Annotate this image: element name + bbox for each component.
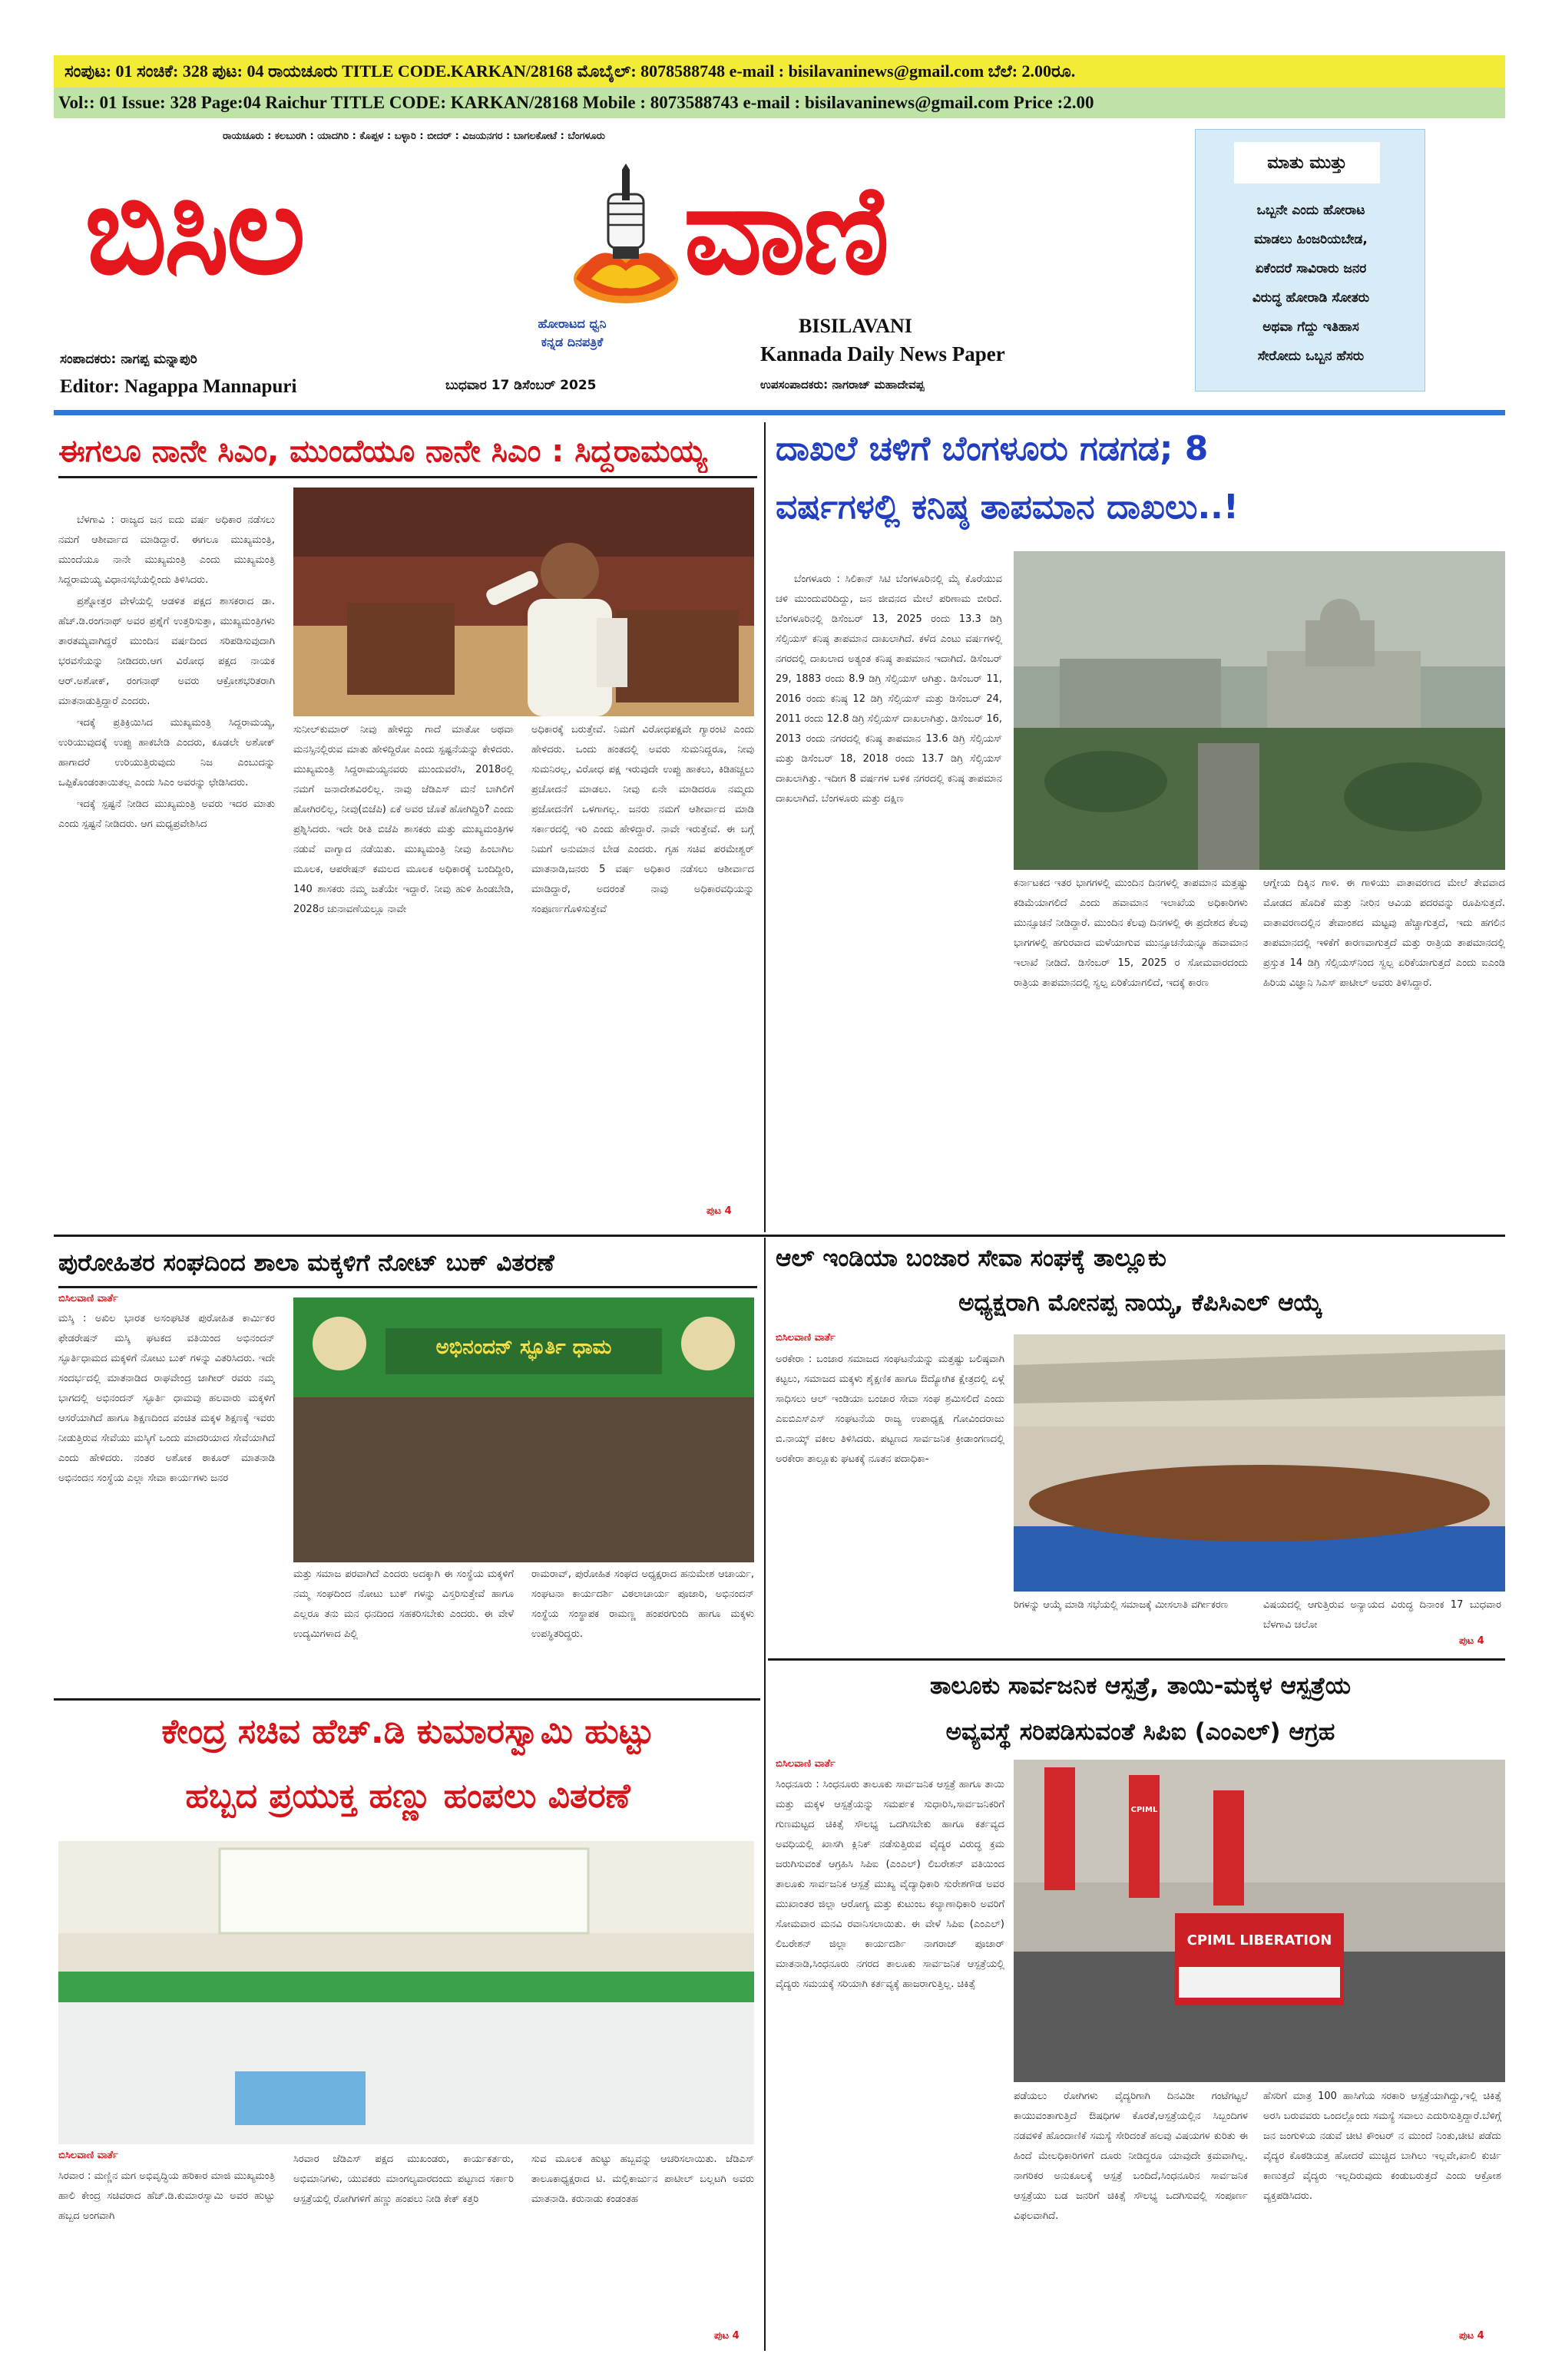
article2-column-2 <box>1014 874 1248 1231</box>
article5-headline-line-1: ತಾಲೂಕು ಸಾರ್ವಜನಿಕ ಆಸ್ಪತ್ರೆ, ತಾಯಿ-ಮಕ್ಕಳ ಆಸ್ಪತ್ರೆಯ <box>930 1672 1351 1700</box>
article5-photo <box>1014 1760 1505 2082</box>
article3-column-3 <box>531 1565 754 1697</box>
article4-paragraph: ವಿಷಯದಲ್ಲಿ ಆಗುತ್ತಿರುವ ಅನ್ಯಾಯದ ವಿರುದ್ಧ ದಿನಾಂಕ 17 ಬುಧವಾರ ಬೆಳಗಾವಿ ಚಲೋ <box>1263 1599 1501 1631</box>
quote-line: ಸೇರೋದು ಒಬ್ಬನ ಹೆಸರು <box>1257 349 1365 364</box>
article2-headline-line-1: ದಾಖಲೆ ಚಳಿಗೆ ಬೆಂಗಳೂರು ಗಡಗಡ; 8 <box>776 429 1209 468</box>
vidhana-soudha-fog-photo <box>1014 551 1505 870</box>
quote-box <box>1195 129 1425 392</box>
article2-headline-line-2: ವರ್ಷಗಳಲ್ಲಿ ಕನಿಷ್ಠ ತಾಪಮಾನ ದಾಖಲು..! <box>776 488 1239 527</box>
logo-text-right: ವಾಣಿ <box>683 158 887 302</box>
quote-box-body <box>1206 196 1415 371</box>
article4-byline: ಬಿಸಿಲವಾಣಿ ವಾರ್ತೆ <box>776 1332 836 1344</box>
article5-column-2 <box>1014 2087 1248 2348</box>
article3-headline: ಪುರೋಹಿತರ ಸಂಘದಿಂದ ಶಾಲಾ ಮಕ್ಕಳಿಗೆ ನೋಟ್ ಬುಕ್ ವಿತರಣೆ <box>58 1249 554 1277</box>
article5-column-1 <box>776 1775 1004 2347</box>
article3-photo <box>293 1297 754 1562</box>
article1-paragraph: ಸುನೀಲ್‌ಕುಮಾರ್ ನೀವು ಹೇಳಿದ್ದು ಗಾದೆ ಮಾತೋ ಅಥವಾ ಮನಸ್ಸಿನಲ್ಲಿರುವ ಮಾತು ಹೇಳಿದ್ದಿರೋ ಎಂದು ಸ್ಪಷ್ಟನೆಯನ್ನು ಕೇಳಿದರು. ಮುಖ್ಯಮಂತ್ರಿ ಸಿದ್ದರಾಮಯ್ಯನವರು ಮುಂದುವರೆಸಿ, 2018ರಲ್ಲಿ ನಮಗೆ ಜನಾದೇಶವಿರಲಿಲ್ಲ. ನಾವು ಜೆಡಿಎಸ್ ಮನೆ ಬಾಗಿಲಿಗೆ ಹೋಗಿರಲಿಲ್ಲ, ನೀವು(ಬಿಜೆಪಿ) ಏಕೆ ಅವರ ಜೊತೆ ಹೋಗಿದ್ದಿರಿ? ಎಂದು ಪ್ರಶ್ನಿಸಿದರು. ಇದೇ ರೀತಿ ಬಿಜೆಪಿ ಶಾಸಕರು ಮತ್ತು ಮುಖ್ಯಮಂತ್ರಿಗಳ ನಡುವೆ ವಾಗ್ವಾದ ನಡೆಯಿತು. ಮುಖ್ಯಮಂತ್ರಿ ನೀವು ಹಿಂಬಾಗಿಲ ಮೂಲಕ, ಆಪರೇಷನ್ ಕಮಲದ ಮೂಲಕ ಅಧಿಕಾರಕ್ಕೆ ಬಂದಿದ್ದೀರಿ, 140 ಶಾಸಕರು ನಮ್ಮ ಜತೆಯೇ ಇದ್ದಾರೆ. ನೀವು ಹುಳಿ ಹಿಂಡಬೇಡಿ, 2028ರ ಚುನಾವಣೆಯಲ್ಲೂ ನಾವೇ <box>293 724 514 915</box>
article2-column-3 <box>1263 874 1505 1231</box>
article4-paragraph: ಅರಕೇರಾ : ಬಂಜಾರ ಸಮಾಜದ ಸಂಘಟನೆಯನ್ನು ಮತ್ತಷ್ಟು ಬಲಿಷ್ಠವಾಗಿ ಕಟ್ಟಲು, ಸಮಾಜದ ಮಕ್ಕಳು ಶೈಕ್ಷಣಿಕ ಹಾಗೂ ಔದ್ಯೋಗಿಕ ಕ್ಷೇತ್ರದಲ್ಲಿ ಏಳ್ಗೆ ಸಾಧಿಸಲು ಆಲ್ ಇಂಡಿಯಾ ಬಂಜಾರ ಸೇವಾ ಸಂಘ ಶ್ರಮಿಸಲಿದೆ ಎಂದು ಎಐಬಿಎಸ್‌ಎಸ್ ಸಂಘಟನೆಯ ರಾಜ್ಯ ಉಪಾಧ್ಯಕ್ಷ ಗೋವಿಂದರಾಜು ಬಿ.ನಾಯ್ಕ್ ವಕೀಲ ತಿಳಿಸಿದರು. ಪಟ್ಟಣದ ಸಾರ್ವಜನಿಕ ಕ್ರೀಡಾಂಗಣದಲ್ಲಿ ಅರಕೇರಾ ತಾಲ್ಲೂಕು ಘಟಕಕ್ಕೆ ನೂತನ ಪದಾಧಿಕಾ- <box>776 1354 1004 1465</box>
article5-photo-flag: CPIML <box>1130 1806 1158 1814</box>
newspaper-name-english: BISILAVANI <box>799 315 912 337</box>
article5-headline-line-2: ಅವ್ಯವಸ್ಥೆ ಸರಿಪಡಿಸುವಂತೆ ಸಿಪಿಐ (ಎಂಎಲ್) ಆಗ್ರಹ <box>945 1718 1335 1746</box>
article6-headline-line-1: ಕೇಂದ್ರ ಸಚಿವ ಹೆಚ್.ಡಿ ಕುಮಾರಸ್ವಾಮಿ ಹುಟ್ಟು <box>161 1712 654 1751</box>
article1-continued: ಪುಟ 4 <box>706 1205 732 1217</box>
info-strip-kannada-text: ಸಂಪುಟ: 01 ಸಂಚಿಕೆ: 328 ಪುಟ: 04 ರಾಯಚೂರು TITLE CODE.KARKAN/28168 ಮೊಬೈಲ್: 8078588748 e-mail : bisilavaninews@gmail.com ಬೆಲೆ: 2.00ರೂ. <box>65 61 1076 81</box>
logo-text-left: ಬಿಸಿಲ <box>84 158 303 302</box>
article1-photo <box>293 488 754 716</box>
article4-headline-line-2: ಅಧ್ಯಕ್ಷರಾಗಿ ಮೋನಪ್ಪ ನಾಯ್ಕ, ಕೆಪಿಸಿಎಲ್ ಆಯ್ಕೆ <box>958 1289 1322 1317</box>
article3-photo-banner: ಅಭಿನಂದನ್ ಸ್ಫೂರ್ತಿ ಧಾಮ <box>435 1336 612 1359</box>
quote-line: ಒಬ್ಬನೇ ಎಂದು ಹೋರಾಟ <box>1256 203 1365 218</box>
article6-photo <box>58 1841 754 2144</box>
subeditor-kannada: ಉಪಸಂಪಾದಕರು: ನಾಗರಾಜ್ ಮಹಾದೇವಪ್ಪ <box>760 378 925 392</box>
section-divider <box>54 1698 760 1701</box>
article5-paragraph: ಪಡೆಯಲು ರೋಗಿಗಳು ವೈದ್ಯರಿಗಾಗಿ ದಿನವಿಡೀ ಗಂಟೆಗಟ್ಟಲೆ ಕಾಯುವಂತಾಗುತ್ತಿದೆ ಔಷಧಿಗಳ ಕೊರತೆ,ಆಸ್ಪತ್ರೆಯಲ್ಲಿನ ಸಿಬ್ಬಂದಿಗಳ ನಡವಳಿಕೆ ಹೊಂದಾಣಿಕೆ ಸಮಸ್ಯೆ ಸೇರಿದಂತೆ ಹಲವು ವಿಷಯಗಳ ಕುರಿತು ಈ ಹಿಂದೆ ಮೇಲಧಿಕಾರಿಗಳಿಗೆ ದೂರು ನೀಡಿದ್ದರೂ ಯಾವುದೇ ಕ್ರಮವಾಗಿಲ್ಲ. ನಾಗರಿಕರ ಅನುಕೂಲಕ್ಕೆ ಆಸ್ಪತ್ರೆ ಬಂದಿದೆ,ಸಿಂಧನೂರಿನ ಸಾರ್ವಜನಿಕ ಆಸ್ಪತ್ರೆಯು ಬಡ ಜನರಿಗೆ ಚಿಕಿತ್ಸೆ ಸೌಲಭ್ಯ ಒದಗಿಸುವಲ್ಲಿ ಸಂಪೂರ್ಣ ವಿಫಲವಾಗಿದೆ. <box>1014 2091 1248 2222</box>
cpiml-protest-photo <box>1014 1760 1505 2082</box>
coverage-cities: ರಾಯಚೂರು : ಕಲಬುರಗಿ : ಯಾದಗಿರಿ : ಕೊಪ್ಪಳ : ಬಳ್ಳಾರಿ : ಬೀದರ್ : ವಿಜಯನಗರ : ಬಾಗಲಕೋಟೆ : ಬೆಂಗಳೂರು <box>223 131 605 142</box>
article1-headline: ಈಗಲೂ ನಾನೇ ಸಿಎಂ, ಮುಂದೆಯೂ ನಾನೇ ಸಿಎಂ : ಸಿದ್ದರಾಮಯ್ಯ <box>58 434 707 469</box>
article5-photo-banner: CPIML LIBERATION <box>1186 1932 1332 1949</box>
banjara-meeting-photo <box>1014 1334 1505 1592</box>
article6-continued: ಪುಟ 4 <box>714 2330 740 2342</box>
article6-paragraph: ಸಿರವಾರ ಜೆಡಿಎಸ್ ಪಕ್ಷದ ಮುಖಂಡರು, ಕಾರ್ಯಕರ್ತರು, ಅಭಿಮಾನಿಗಳು, ಯುವಕರು ಮಾಂಗಲ್ಯವಾರದಂದು ಪಟ್ಟಣದ ಸರ್ಕಾರಿ ಆಸ್ಪತ್ರೆಯಲ್ಲಿ ರೋಗಿಗಳಿಗೆ ಹಣ್ಣು ಹಂಪಲು ನೀಡಿ ಕೇಕ್ ಕತ್ತರಿ <box>293 2154 514 2205</box>
article1-column-3 <box>531 720 754 1200</box>
tagline-line-2: ಕನ್ನಡ ದಿನಪತ್ರಿಕೆ <box>541 335 604 349</box>
editor-english: Editor: Nagappa Mannapuri <box>60 376 297 397</box>
article2-paragraph: ಆಗ್ನೇಯ ದಿಕ್ಕಿನ ಗಾಳಿ. ಈ ಗಾಳಿಯು ವಾತಾವರಣದ ಮೇಲೆ ತೇವವಾದ ಮೋಡದ ಹೊದಿಕೆ ಮತ್ತು ನೀರಿನ ಆವಿಯ ಪದರವನ್ನು ರೂಪಿಸುತ್ತದೆ. ವಾತಾವರಣದಲ್ಲಿನ ತೇವಾಂಶದ ಮಟ್ಟವು ಹೆಚ್ಚಾಗುತ್ತದೆ, ಇದು ಹಗಲಿನ ತಾಪಮಾನದಲ್ಲಿ ಇಳಿಕೆಗೆ ಕಾರಣವಾಗುತ್ತದೆ ಮತ್ತು ರಾತ್ರಿಯ ತಾಪಮಾನದಲ್ಲಿ ಪ್ರಸ್ತುತ 14 ಡಿಗ್ರಿ ಸೆಲ್ಸಿಯಸ್‌ನಿಂದ ಸ್ವಲ್ಪ ಏರಿಕೆಯಾಗುತ್ತದೆ ಎಂದು ಐಎಂಡಿ ಹಿರಿಯ ವಿಜ್ಞಾನಿ ಸಿಎಸ್ ಪಾಟೀಲ್ ಅವರು ತಿಳಿಸಿದ್ದಾರೆ. <box>1263 878 1505 989</box>
article3-paragraph: ಮಸ್ಕಿ : ಅಖಿಲ ಭಾರತ ಅಸಂಘಟಿತ ಪುರೋಹಿತ ಕಾರ್ಮಿಕರ ಫೇಡರೇಷನ್ ಮಸ್ಕಿ ಘಟಕದ ವತಿಯಿಂದ ಅಭಿನಂದನ್ ಸ್ಫೂರ್ತಿಧಾಮದ ಮಕ್ಕಳಿಗೆ ನೋಟು ಬುಕ್ ಗಳನ್ನು ವಿತರಿಸಿದರು. ಇದೇ ಸಂದರ್ಭದಲ್ಲಿ ಮಾತನಾಡಿದ ರಾಘವೇಂದ್ರ ಜಾಗೀರ್ ರವರು ನಮ್ಮ ಭಾಗದಲ್ಲಿ ಅಭಿನಂದನ್ ಸ್ಫೂರ್ತಿ ಧಾಮವು ಹಲವಾರು ಮಕ್ಕಳಿಗೆ ಆಸರೆಯಾಗಿದೆ ಹಾಗೂ ಶಿಕ್ಷಣದಿಂದ ವಂಚಿತ ಮಕ್ಕಳ ಶಿಕ್ಷಣಕ್ಕೆ ಇವರು ನೀಡುತ್ತಿರುವ ಸೇವೆಯು ಮಸ್ಕಿಗೆ ಒಂದು ಮಾದರಿಯಾದ ಸೇವೆಯಾಗಿದೆ ಎಂದು ಹೇಳಿದರು. ನಂತರ ಅಶೋಕ ಠಾಕೂರ್ ಮಾತನಾಡಿ ಅಭಿನಂದನ ಸಂಸ್ಥೆಯ ಎಲ್ಲಾ ಸೇವಾ ಕಾರ್ಯಗಳು ಜನರ <box>58 1313 275 1484</box>
section-divider <box>54 1235 1505 1237</box>
article6-byline: ಬಿಸಿಲವಾಣಿ ವಾರ್ತೆ <box>58 2150 118 2161</box>
article1-paragraph: ಪ್ರಶ್ನೋತ್ತರ ವೇಳೆಯಲ್ಲಿ ಆಡಳಿತ ಪಕ್ಷದ ಶಾಸಕರಾದ ಡಾ. ಹೆಚ್.ಡಿ.ರಂಗನಾಥ್ ಅವರ ಪ್ರಶ್ನೆಗೆ ಉತ್ತರಿಸುತ್ತಾ, ಮುಖ್ಯಮಂತ್ರಿಗಳು ತಾರತಮ್ಯವಾಗಿದ್ದರೆ ಮುಂದಿನ ವರ್ಷದಿಂದ ಸರಿಪಡಿಸುವುದಾಗಿ ಭರವಸೆಯನ್ನು ನೀಡಿದರು.ಆಗ ವಿರೋಧ ಪಕ್ಷದ ನಾಯಕ ಆರ್.ಅಶೋಕ್, ರಂಗನಾಥ್ ಅವರು ಆಕ್ರೋಶಭರಿತರಾಗಿ ಮಾತನಾಡುತ್ತಿದ್ದಾರೆ ಎಂದರು. <box>58 596 275 707</box>
article4-paragraph: ರಿಗಳನ್ನು ಆಯ್ಕೆ ಮಾಡಿ ಸಭೆಯಲ್ಲಿ ಸಮಾಜಕ್ಕೆ ಮೀಸಲಾತಿ ವರ್ಗೀಕರಣ <box>1014 1599 1228 1611</box>
article3-column-1 <box>58 1309 275 1697</box>
article3-paragraph: ರಾಮರಾವ್, ಪುರೋಹಿತ ಸಂಘದ ಅಧ್ಯಕ್ಷರಾದ ಹನುಮೇಶ ಆಚಾರ್ಯ, ಸಂಘಟನಾ ಕಾರ್ಯದರ್ಶಿ ವಿಠಲಾಚಾರ್ಯ ಪೂಜಾರಿ, ಅಭಿನಂದನ್ ಸಂಸ್ಥೆಯ ಸಂಸ್ಥಾಪಕ ರಾಮಣ್ಣ ಹಂಪರಗುಂದಿ ಹಾಗೂ ಮಕ್ಕಳು ಉಪಸ್ಥಿತರಿದ್ದರು. <box>531 1568 754 1640</box>
article4-column-3 <box>1263 1595 1501 1657</box>
article3-headline-rule <box>58 1286 757 1288</box>
article3-paragraph: ಮತ್ತು ಸಮಾಜ ಪರವಾಗಿದೆ ಎಂದರು ಅದಕ್ಕಾಗಿ ಈ ಸಂಸ್ಥೆಯ ಮಕ್ಕಳಿಗೆ ನಮ್ಮ ಸಂಘದಿಂದ ನೋಟು ಬುಕ್ ಗಳನ್ನು ವಿಸ್ತರಿಸುತ್ತೇವೆ ಹಾಗೂ ಎಲ್ಲರೂ ತನು ಮನ ಧನದಿಂದ ಸಹಕರಿಸಬೇಕು ಎಂದರು. ಈ ವೇಳೆ ಉದ್ಯಮಿಗಳಾದ ಪಿಲ್ಲಿ <box>293 1568 514 1640</box>
quote-box-title: ಮಾತು ಮುತ್ತು <box>1234 142 1380 183</box>
article5-column-3 <box>1263 2087 1501 2329</box>
article2-photo <box>1014 551 1505 870</box>
article5-continued: ಪುಟ 4 <box>1459 2330 1484 2342</box>
article6-column-2 <box>293 2150 514 2347</box>
fist-pen-flame-icon <box>568 164 683 309</box>
article4-headline-line-1: ಆಲ್ ಇಂಡಿಯಾ ಬಂಜಾರ ಸೇವಾ ಸಂಘಕ್ಕೆ ತಾಲ್ಲೂಕು <box>776 1245 1166 1272</box>
article1-paragraph: ಇದಕ್ಕೆ ಸ್ಪಷ್ಟನೆ ನೀಡಿದ ಮುಖ್ಯಮಂತ್ರಿ ಅವರು ಇದರ ಮಾತು ಎಂದು ಸ್ಪಷ್ಟನೆ ನೀಡಿದರು. ಆಗ ಮಧ್ಯಪ್ರವೇಶಿಸಿದ <box>58 798 275 830</box>
quote-line: ಮಾಡಲು ಹಿಂಜರಿಯಬೇಡ, <box>1254 232 1368 247</box>
article6-paragraph: ಸಿರವಾರ : ಮಣ್ಣಿನ ಮಗ ಅಭಿವೃದ್ಧಿಯ ಹರಿಕಾರ ಮಾಜಿ ಮುಖ್ಯಮಂತ್ರಿ ಹಾಲಿ ಕೇಂದ್ರ ಸಚಿವರಾದ ಹೆಚ್.ಡಿ.ಕುಮಾರಸ್ವಾಮಿ ಅವರ ಹುಟ್ಟು ಹಬ್ಬದ ಅಂಗವಾಗಿ <box>58 2170 275 2222</box>
masthead-info-strip-kannada <box>54 55 1505 88</box>
article6-paragraph: ಸುವ ಮೂಲಕ ಹುಟ್ಟು ಹಬ್ಬವನ್ನು ಆಚರಿಸಲಾಯಿತು. ಜೆಡಿಎಸ್ ತಾಲೂಕಾಧ್ಯಕ್ಷರಾದ ಟಿ. ಮಲ್ಲಿಕಾರ್ಜುನ ಪಾಟೀಲ್ ಬಲ್ಲಟಗಿ ಅವರು ಮಾತನಾಡಿ. ಕರುನಾಡು ಕಂಡಂತಹ <box>531 2154 754 2205</box>
article5-paragraph: ಸಿಂಧನೂರು : ಸಿಂಧನೂರು ತಾಲೂಕು ಸಾರ್ವಜನಿಕ ಆಸ್ಪತ್ರೆ ಹಾಗೂ ತಾಯಿ ಮತ್ತು ಮಕ್ಕಳ ಆಸ್ಪತ್ರೆಯನ್ನು ಸಮರ್ಪಕ ಸುಧಾರಿಸಿ,ಸಾರ್ವಜನಿಕರಿಗೆ ಗುಣಮಟ್ಟದ ಚಿಕಿತ್ಸೆ ಸೌಲಭ್ಯ ಒದಗಿಸಬೇಕು ಹಾಗೂ ಕರ್ತವ್ಯದ ಅವಧಿಯಲ್ಲಿ ಖಾಸಗಿ ಕ್ಲಿನಿಕ್ ನಡೆಸುತ್ತಿರುವ ವೈದ್ಯರ ವಿರುದ್ಧ ಕ್ರಮ ಜರುಗಿಸುವಂತೆ ಆಗ್ರಹಿಸಿ ಸಿಪಿಐ (ಎಂಎಲ್) ಲಿಬರೇಶನ್ ವತಿಯಿಂದ ತಾಲೂಕು ಸಾರ್ವಜನಿಕ ಆಸ್ಪತ್ರೆ ಮುಖ್ಯ ವೈದ್ಯಾಧಿಕಾರಿ ಸುರೇಶಗೌಡ ಅವರ ಮುಖಾಂತರ ಜಿಲ್ಲಾ ಆರೋಗ್ಯ ಮತ್ತು ಕುಟುಂಬ ಕಲ್ಯಾಣಾಧಿಕಾರಿ ಅವರಿಗೆ ಸೋಮವಾರ ಮನವಿ ರವಾನಿಸಲಾಯಿತು. ಈ ವೇಳೆ ಸಿಪಿಐ (ಎಂಎಲ್) ಲಿಬರೇಶನ್ ಜಿಲ್ಲಾ ಕಾರ್ಯದರ್ಶಿ ನಾಗರಾಜ್ ಪೂಜಾರ್ ಮಾತನಾಡಿ,ಸಿಂಧನೂರು ನಗರದ ತಾಲೂಕು ಸಾರ್ವಜನಿಕ ಆಸ್ಪತ್ರೆಯಲ್ಲಿ ವೈದ್ಯರು ಸಮಯಕ್ಕೆ ಸರಿಯಾಗಿ ಕರ್ತವ್ಯಕ್ಕೆ ಹಾಜರಾಗುತ್ತಿಲ್ಲ. ಚಿಕಿತ್ಸೆ <box>776 1779 1004 1990</box>
article5-paragraph: ಹೆಸರಿಗೆ ಮಾತ್ರ 100 ಹಾಸಿಗೆಯ ಸರಕಾರಿ ಆಸ್ಪತ್ರೆಯಾಗಿದ್ದು,ಇಲ್ಲಿ ಚಿಕಿತ್ಸೆ ಅರಸಿ ಬರುವವರು ಒಂದಲ್ಲೊಂದು ಸಮಸ್ಯೆ ಸವಾಲು ಎದುರಿಸುತ್ತಿದ್ದಾರೆ.ಬೆಳಿಗ್ಗೆ ಜನ ಜಂಗುಳಿಯ ನಡುವೆ ಚೀಟಿ ಕೌಂಟರ್ ನ ಮುಂದೆ ನಿಂತು,ಚೀಟಿ ಪಡೆದು ವೈದ್ಯರ ಕೊಠಡಿಯತ್ತ ಹೋದರೆ ಮುಚ್ಚಿದ ಬಾಗಿಲು ಇಲ್ಲವೇ,ಖಾಲಿ ಕುರ್ಚಿ ಕಾಣುತ್ತದೆ ವೈದ್ಯರು ಇಲ್ಲದಿರುವುದು ಕಂಡುಬರುತ್ತದೆ ಎಂದು ಆಕ್ರೋಶ ವ್ಯಕ್ತಪಡಿಸಿದರು. <box>1263 2091 1501 2202</box>
tagline <box>515 315 630 352</box>
tagline-line-1: ಹೋರಾಟದ ಧ್ವನಿ <box>538 316 607 331</box>
newspaper-logo <box>77 150 1090 319</box>
article1-paragraph: ಅಧಿಕಾರಕ್ಕೆ ಬರುತ್ತೇವೆ. ನಿಮಗೆ ವಿರೋಧಪಕ್ಷವೇ ಗ್ಯಾರಂಟಿ ಎಂದು ಹೇಳಿದರು. ಒಂದು ಹಂತದಲ್ಲಿ ಅವರು ಸುಮನಿದ್ದರೂ, ನೀವು ಸುಮನಿರಲ್ಲ, ವಿರೋಧ ಪಕ್ಷ ಇರುವುದೇ ಉಪ್ಪು ಹಾಕಲು, ಕಿಡಿಹಚ್ಚಲು ಪ್ರಚೋದನೆ ಮಾಡಲು. ನೀವು ಏನೇ ಮಾಡಿದರೂ ನಮ್ಮದು ಪ್ರಜೋದನೆಗೆ ಒಳಗಾಗಲ್ಲ. ಜನರು ನಮಗೆ ಆಶೀರ್ವಾದ ಮಾಡಿ ಸರ್ಕಾರದಲ್ಲಿ ಇರಿ ಎಂದು ಹೇಳಿದ್ದಾರೆ. ನಾವೇ ಇರುತ್ತೇವೆ. ಈ ಬಗ್ಗೆ ನಿಮಗೆ ಅನುಮಾನ ಬೇಡ ಎಂದರು. ಗೃಹ ಸಚಿವ ಪರಮೇಶ್ವರ್ ಮಾತನಾಡಿ,ಜನರು 5 ವರ್ಷ ಅಧಿಕಾರ ನಡೆಸಲು ಆಶೀರ್ವಾದ ಮಾಡಿದ್ದಾರೆ, ಅದರಂತೆ ನಾವು ಅಧಿಕಾರವಧಿಯನ್ನು ಸಂಪೂರ್ಣಗೊಳಿಸುತ್ತೇವೆ <box>531 724 754 915</box>
article1-column-1 <box>58 511 275 1221</box>
article4-continued: ಪುಟ 4 <box>1459 1635 1484 1647</box>
birthday-fruit-distribution-photo <box>58 1841 754 2144</box>
masthead-info-strip-english <box>54 88 1505 118</box>
section-divider <box>768 1658 1505 1661</box>
article4-column-2 <box>1014 1595 1248 1657</box>
article4-photo <box>1014 1334 1505 1592</box>
article5-byline: ಬಿಸಿಲವಾಣಿ ವಾರ್ತೆ <box>776 1758 836 1770</box>
column-divider <box>764 1238 766 2351</box>
article1-headline-rule <box>58 476 757 478</box>
article6-column-1 <box>58 2167 275 2347</box>
quote-line: ವಿರುದ್ಧ ಹೋರಾಡಿ ಸೋತರು <box>1252 290 1370 306</box>
article3-byline: ಬಿಸಿಲವಾಣಿ ವಾರ್ತೆ <box>58 1293 118 1304</box>
quote-line: ಏಕೆಂದರೆ ಸಾವಿರಾರು ಜನರ <box>1255 261 1367 276</box>
article3-column-2 <box>293 1565 514 1697</box>
article1-column-2 <box>293 720 514 1227</box>
article2-column-1 <box>776 570 1002 1230</box>
article1-paragraph: ಬೆಳಗಾವಿ : ರಾಜ್ಯದ ಜನ ಐದು ವರ್ಷ ಅಧಿಕಾರ ನಡೆಸಲು ನಮಗೆ ಆಶೀರ್ವಾದ ಮಾಡಿದ್ದಾರೆ. ಈಗಲೂ ಮುಖ್ಯಮಂತ್ರಿ, ಮುಂದೆಯೂ ನಾನೇ ಮುಖ್ಯಮಂತ್ರಿ ಎಂದು ಮುಖ್ಯಮಂತ್ರಿ ಸಿದ್ದರಾಮಯ್ಯ ವಿಧಾನಸಭೆಯಲ್ಲಿಂದು ತಿಳಿಸಿದರು. <box>58 514 275 586</box>
article2-paragraph: ಬೆಂಗಳೂರು : ಸಿಲಿಕಾನ್ ಸಿಟಿ ಬೆಂಗಳೂರಿನಲ್ಲಿ ಮೈ ಕೊರೆಯುವ ಚಳಿ ಮುಂದುವರಿದಿದ್ದು, ಜನ ಜೀವನದ ಮೇಲೆ ಪರಿಣಾಮ ಬೀರಿದೆ. ಬೆಂಗಳೂರಿನಲ್ಲಿ ಡಿಸೆಂಬರ್ 13, 2025 ರಂದು 13.3 ಡಿಗ್ರಿ ಸೆಲ್ಸಿಯಸ್ ಕನಿಷ್ಠ ತಾಪಮಾನ ದಾಖಲಾಗಿದೆ. ಕಳೆದ ಎಂಟು ವರ್ಷಗಳಲ್ಲಿ ನಗರದಲ್ಲಿ ದಾಖಲಾದ ಅತ್ಯಂತ ಕನಿಷ್ಠ ತಾಪಮಾನ ಇದಾಗಿದೆ. ಡಿಸೆಂಬರ್ 29, 1883 ರಂದು 8.9 ಡಿಗ್ರಿ ಸೆಲ್ಸಿಯಸ್ ಆಗಿತ್ತು. ಡಿಸೆಂಬರ್ 11, 2016 ರಂದು ಕನಿಷ್ಠ 12 ಡಿಗ್ರಿ ಸೆಲ್ಸಿಯಸ್ ಮತ್ತು ಡಿಸೆಂಬರ್ 24, 2011 ರಂದು 12.8 ಡಿಗ್ರಿ ಸೆಲ್ಸಿಯಸ್ ದಾಖಲಾಗಿತ್ತು. ಡಿಸೆಂಬರ್ 16, 2013 ರಂದು ನಗರದಲ್ಲಿ ಕನಿಷ್ಠ ತಾಪಮಾನ 13.6 ಡಿಗ್ರಿ ಸೆಲ್ಸಿಯಸ್ ಮತ್ತು ಡಿಸೆಂಬರ್ 18, 2018 ರಂದು 13.7 ಡಿಗ್ರಿ ಸೆಲ್ಸಿಯಸ್ ದಾಖಲಾಗಿತ್ತು. ಇದೀಗ 8 ವರ್ಷಗಳ ಬಳಿಕ ನಗರದಲ್ಲಿ ಕನಿಷ್ಠ ತಾಪಮಾನ ದಾಖಲಾಗಿದೆ. ಬೆಂಗಳೂರು ಮತ್ತು ದಕ್ಷಿಣ <box>776 574 1002 805</box>
masthead-divider <box>54 410 1505 415</box>
article4-column-1 <box>776 1350 1004 1653</box>
article6-column-3 <box>531 2150 754 2328</box>
quote-line: ಅಥವಾ ಗೆದ್ದು ಇತಿಹಾಸ <box>1262 319 1359 335</box>
column-divider <box>764 422 766 1232</box>
article6-headline-line-2: ಹಬ್ಬದ ಪ್ರಯುಕ್ತ ಹಣ್ಣು ಹಂಪಲು ವಿತರಣೆ <box>185 1777 630 1816</box>
editor-kannada: ಸಂಪಾದಕರು: ನಾಗಪ್ಪ ಮನ್ನಾಪುರಿ <box>60 352 197 367</box>
newspaper-subtitle-english: Kannada Daily News Paper <box>760 342 1005 365</box>
issue-date: ಬುಧವಾರ 17 ಡಿಸೆಂಬರ್ 2025 <box>445 378 597 393</box>
assembly-speaker-photo <box>293 488 754 716</box>
article1-paragraph: ಇದಕ್ಕೆ ಪ್ರತಿಕ್ರಿಯಿಸಿದ ಮುಖ್ಯಮಂತ್ರಿ ಸಿದ್ದರಾಮಯ್ಯ, ಉರಿಯುವುದಕ್ಕೆ ಉಪ್ಪು ಹಾಕಬೇಡಿ ಎಂದರು, ಕೂಡಲೇ ಅಶೋಕ್ ಹಾಗಾದರೆ ಉರಿಯುತ್ತಿರುವುದು ನಿಜ ಎಂಬುದನ್ನು ಒಪ್ಪಿಕೊಂಡಂತಾಯಿತಲ್ಲ ಎಂದು ಸಿಎಂ ಅವರನ್ನು ಛೇಡಿಸಿದರು. <box>58 717 275 788</box>
info-strip-english-text: Vol:: 01 Issue: 328 Page:04 Raichur TITLE CODE: KARKAN/28168 Mobile : 8073588743 e-mail : bisilavaninews@gmail.com Price :2.00 <box>58 93 1094 112</box>
article2-paragraph: ಕರ್ನಾಟಕದ ಇತರ ಭಾಗಗಳಲ್ಲಿ ಮುಂದಿನ ದಿನಗಳಲ್ಲಿ ತಾಪಮಾನ ಮತ್ತಷ್ಟು ಕಡಿಮೆಯಾಗಲಿದೆ ಎಂದು ಹವಾಮಾನ ಇಲಾಖೆಯ ಅಧಿಕಾರಿಗಳು ಮುನ್ಸೂಚನೆ ನೀಡಿದ್ದಾರೆ. ಮುಂದಿನ ಕೆಲವು ದಿನಗಳಲ್ಲಿ ಈ ಪ್ರದೇಶದ ಕೆಲವು ಭಾಗಗಳಲ್ಲಿ ಹಗುರವಾದ ಮಳೆಯಾಗುವ ಮುನ್ಸೂಚನೆಯನ್ನೂ ಹವಾಮಾನ ಇಲಾಖೆ ನೀಡಿದೆ. ಡಿಸೆಂಬರ್ 15, 2025 ರ ಸೋಮವಾರದಂದು ರಾತ್ರಿಯ ತಾಪಮಾನದಲ್ಲಿ ಸ್ವಲ್ಪ ಏರಿಕೆಯಾಗಲಿದೆ, ಇದಕ್ಕೆ ಕಾರಣ <box>1014 878 1248 989</box>
